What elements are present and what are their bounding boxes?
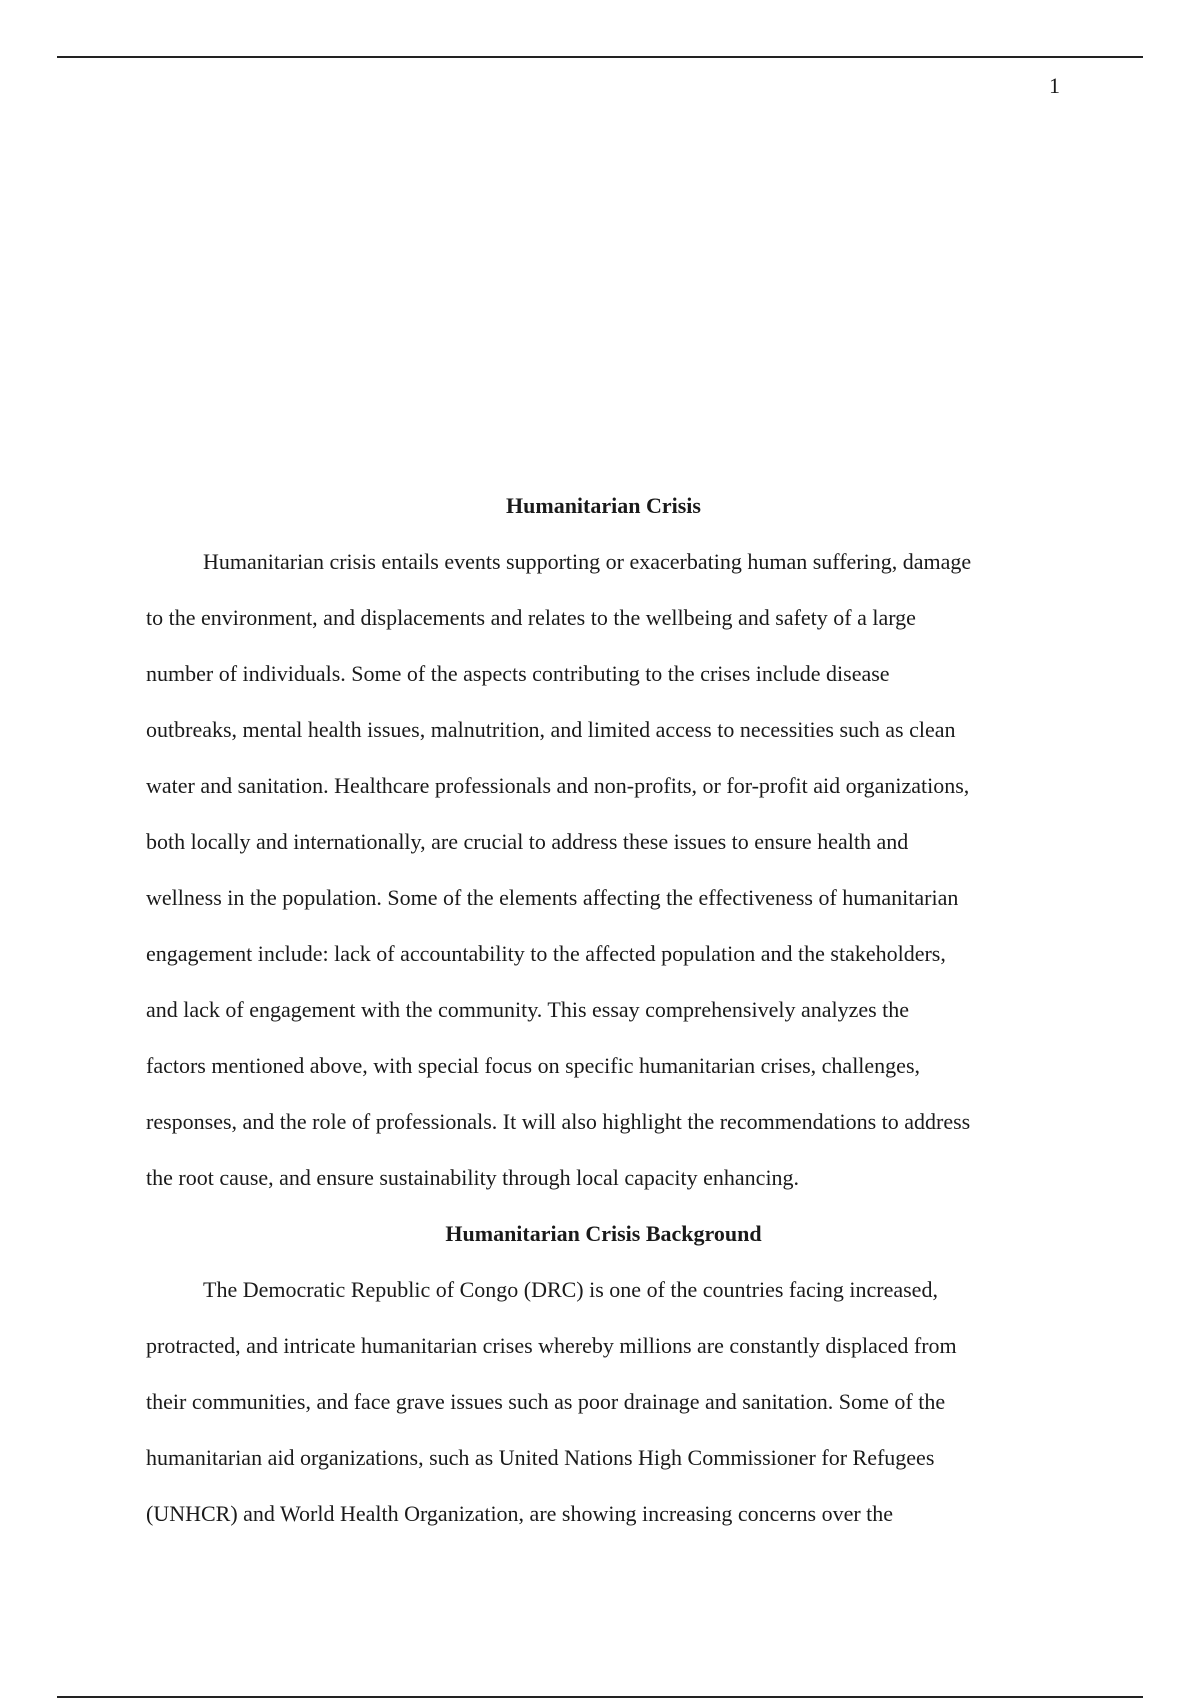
paragraph-line: their communities, and face grave issues such as poor drainage and sanitation. Some of the — [146, 1389, 946, 1414]
paragraph-line: humanitarian aid organizations, such as United Nations High Commissioner for Refugees — [146, 1445, 935, 1470]
page-number: 1 — [1049, 73, 1060, 98]
paragraph-line: and lack of engagement with the community. This essay comprehensively analyzes the — [146, 997, 910, 1022]
paragraph-line: factors mentioned above, with special focus on specific humanitarian crises, challenges, — [146, 1053, 921, 1078]
paragraph-line: the root cause, and ensure sustainability through local capacity enhancing. — [146, 1165, 800, 1190]
paragraph-line: The Democratic Republic of Congo (DRC) is one of the countries facing increased, — [203, 1277, 938, 1302]
paragraph-line: both locally and internationally, are crucial to address these issues to ensure health and — [146, 829, 909, 854]
paragraph-line: (UNHCR) and World Health Organization, are showing increasing concerns over the — [146, 1501, 894, 1526]
paragraph-line: water and sanitation. Healthcare professionals and non-profits, or for-profit aid organizations, — [146, 773, 970, 798]
paragraph-line: to the environment, and displacements and relates to the wellbeing and safety of a large — [146, 605, 916, 630]
paragraph-line: engagement include: lack of accountability to the affected population and the stakeholders, — [146, 941, 946, 966]
section-heading: Humanitarian Crisis Background — [445, 1221, 762, 1246]
paragraph-line: Humanitarian crisis entails events supporting or exacerbating human suffering, damage — [203, 549, 972, 574]
intro-paragraph — [146, 534, 1061, 1206]
essay-title: Humanitarian Crisis — [506, 493, 701, 518]
paragraph-line: number of individuals. Some of the aspects contributing to the crises include disease — [146, 661, 890, 686]
footer-rule — [57, 1696, 1143, 1698]
essay-body — [146, 478, 1061, 1542]
paragraph-line: protracted, and intricate humanitarian crises whereby millions are constantly displaced from — [146, 1333, 957, 1358]
paragraph-line: responses, and the role of professionals. It will also highlight the recommendations to address — [146, 1109, 971, 1134]
paragraph-line: wellness in the population. Some of the elements affecting the effectiveness of humanitarian — [146, 885, 959, 910]
header-rule — [57, 56, 1143, 58]
paragraph-line: outbreaks, mental health issues, malnutrition, and limited access to necessities such as clean — [146, 717, 956, 742]
background-paragraph — [146, 1262, 1061, 1542]
